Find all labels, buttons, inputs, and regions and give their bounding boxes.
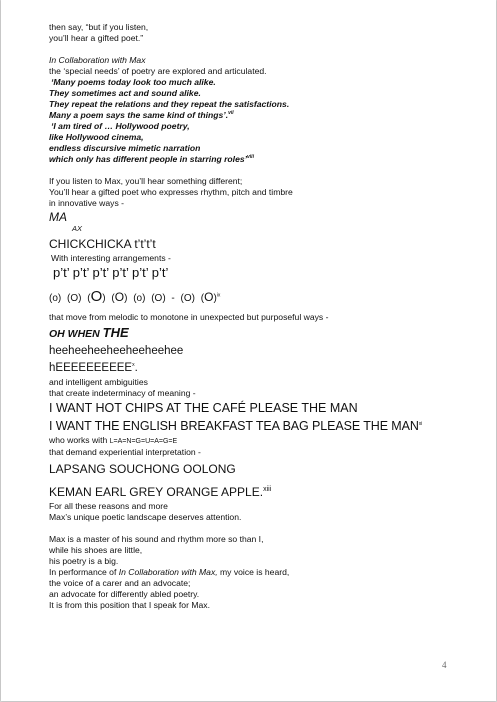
endnote-marker: xiii [263, 486, 272, 493]
endnote-marker: xi [418, 420, 423, 427]
sound-poem-chickchicka: CHICKCHICKA t’t’t’t [49, 237, 156, 251]
text-line: you’ll hear a gifted poet.” [49, 33, 144, 43]
endnote-marker: ix [216, 292, 221, 299]
quote-line: which only has different people in starring roles’$^{viii}$ [49, 154, 254, 164]
text-line: With interesting arrangements - [51, 253, 171, 263]
text-line: while his shoes are little, [49, 545, 143, 555]
sound-poem-keman: KEMAN EARL GREY ORANGE APPLE.$^{xiii}$ [49, 485, 272, 499]
sound-poem-ax: AX [72, 224, 83, 233]
text-line: that move from melodic to monotone in unexpected but purposeful ways - [49, 312, 329, 322]
text-line: who works with L=A=N=G=U=A=G=E [49, 435, 178, 445]
text-line: the voice of a carer and an advocate; [49, 578, 191, 588]
text-line: In performance of In Collaboration with Max, my voice is heard, [49, 567, 290, 577]
endnote-marker: x [132, 362, 135, 369]
text-line: then say, “but if you listen, [49, 22, 149, 32]
text-line: that demand experiential interpretation - [49, 447, 201, 457]
sound-poem-o-row: (o) (O) (O) (O) (o) (O) - (O) $(O)^{ix}$ [49, 288, 221, 305]
text-line: his poetry is a big. [49, 556, 119, 566]
page-number: 4 [442, 660, 447, 670]
sound-poem-pt: p’t’ p’t’ p’t’ p’t’ p’t’ p’t’ [53, 265, 169, 280]
quote-line: ‘Many poems today look too much alike. [51, 77, 216, 87]
sound-poem-hee: heeheeheeheeheeheehee [49, 345, 184, 357]
poem-body [49, 22, 469, 611]
sound-poem-oh-when: OH WHEN THE [49, 325, 129, 340]
sound-poem-ma: MA [49, 210, 67, 224]
sound-poem-lapsang: LAPSANG SOUCHONG OOLONG [49, 462, 236, 476]
stanza-gap [49, 44, 469, 55]
text-line: an advocate for differently abled poetry. [49, 589, 200, 599]
text-line: For all these reasons and more [49, 501, 168, 511]
quote-line: endless discursive mimetic narration [49, 143, 201, 153]
sound-poem-hot-chips: I WANT HOT CHIPS AT THE CAFÉ PLEASE THE MAN [49, 401, 358, 415]
sound-poem-heee: hEEEEEEEEEE$^x$. [49, 362, 138, 374]
document-page [1, 0, 496, 701]
work-title: In Collaboration with Max [49, 55, 146, 65]
stanza-gap [49, 523, 469, 534]
quote-line: Many a poem says the same kind of things’.$^{vii}$ [49, 110, 234, 120]
text-line: and intelligent ambiguities [49, 377, 148, 387]
quote-line: They repeat the relations and they repeat the satisfactions. [49, 99, 290, 109]
text-line: in innovative ways - [49, 198, 124, 208]
quote-line: ‘I am tired of … Hollywood poetry, [51, 121, 190, 131]
text-line: the ‘special needs’ of poetry are explored and articulated. [49, 66, 267, 76]
quote-line: They sometimes act and sound alike. [49, 88, 201, 98]
text-line: Max’s unique poetic landscape deserves attention. [49, 512, 242, 522]
quote-line: like Hollywood cinema, [49, 132, 144, 142]
text-line: If you listen to Max, you’ll hear something different; [49, 176, 243, 186]
sound-poem-tea-bag: I WANT THE ENGLISH BREAKFAST TEA BAG PLEASE THE MAN$^{xi}$ [49, 419, 423, 433]
stanza-gap [49, 165, 469, 176]
endnote-marker: viii [247, 154, 254, 161]
text-line: that create indeterminacy of meaning - [49, 388, 196, 398]
text-line: You’ll hear a gifted poet who expresses rhythm, pitch and timbre [49, 187, 293, 197]
text-line: Max is a master of his sound and rhythm more so than I, [49, 534, 264, 544]
text-line: It is from this position that I speak for Max. [49, 600, 210, 610]
endnote-marker: vii [228, 110, 234, 117]
